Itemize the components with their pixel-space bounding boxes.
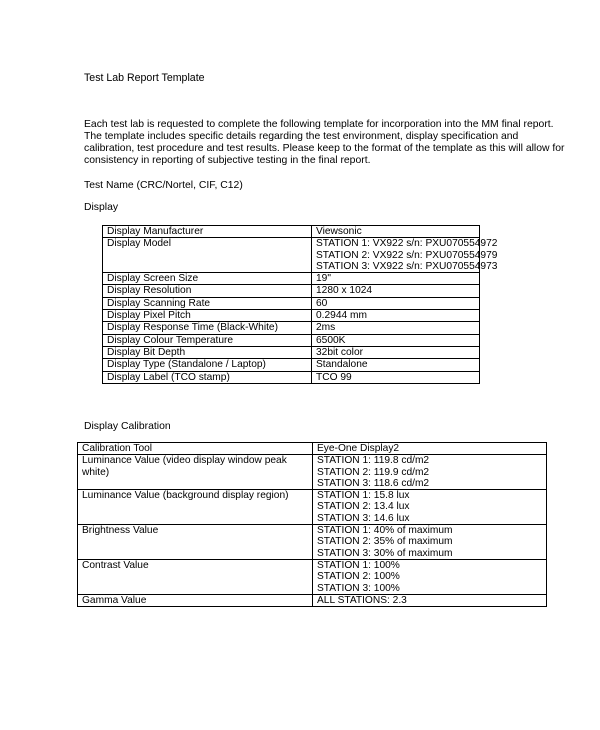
value-line: STATION 3: 30% of maximum xyxy=(317,547,453,559)
label-line: Luminance Value (background display region) xyxy=(82,490,289,502)
table-row xyxy=(103,334,480,346)
table-row xyxy=(103,359,480,371)
table-row xyxy=(78,455,547,490)
table-row xyxy=(78,490,547,525)
test-name: Test Name (CRC/Nortel, CIF, C12) xyxy=(84,180,243,191)
value-line: 1280 x 1024 xyxy=(316,285,373,297)
table-row xyxy=(78,525,547,560)
table-row xyxy=(103,285,480,297)
value-line: STATION 1: 100% xyxy=(317,559,400,571)
row-value xyxy=(313,594,547,606)
value-line: STATION 3: 14.6 lux xyxy=(317,512,410,524)
row-value xyxy=(312,285,480,297)
value-line: STATION 2: VX922 s/n: PXU070554979 xyxy=(316,249,498,261)
value-line: Eye-One Display2 xyxy=(317,443,400,454)
value-line: Standalone xyxy=(316,359,368,371)
row-label: Display Pixel Pitch xyxy=(103,310,312,322)
row-value xyxy=(312,226,480,238)
intro-paragraph xyxy=(84,119,565,167)
row-value xyxy=(312,371,480,383)
value-line: 60 xyxy=(316,297,328,309)
table-row xyxy=(103,297,480,309)
row-label: Display Resolution xyxy=(103,285,312,297)
row-value xyxy=(312,334,480,346)
table-row xyxy=(78,594,547,606)
document-title: Test Lab Report Template xyxy=(84,72,205,84)
table-row xyxy=(103,371,480,383)
value-line: STATION 2: 119.9 cd/m2 xyxy=(317,466,430,478)
row-label: Display Type (Standalone / Laptop) xyxy=(103,359,312,371)
value-line: STATION 2: 13.4 lux xyxy=(317,501,410,513)
value-line: STATION 3: 100% xyxy=(317,582,400,594)
value-line: 19" xyxy=(316,273,331,285)
label-line: Luminance Value (video display window peak xyxy=(82,455,287,467)
table-row xyxy=(78,559,547,594)
row-value xyxy=(313,559,547,594)
calibration-table xyxy=(77,442,547,607)
row-value xyxy=(312,346,480,358)
value-line: ALL STATIONS: 2.3 xyxy=(317,594,407,606)
value-line: 2ms xyxy=(316,322,336,334)
row-value xyxy=(312,310,480,322)
row-label xyxy=(78,594,313,606)
table-row xyxy=(103,346,480,358)
row-value xyxy=(313,490,547,525)
row-label: Display Manufacturer xyxy=(103,226,312,238)
row-label xyxy=(78,455,313,490)
display-heading: Display xyxy=(84,202,119,213)
row-label xyxy=(78,525,313,560)
row-value xyxy=(313,455,547,490)
value-line: STATION 3: 118.6 cd/m2 xyxy=(317,477,430,489)
table-row xyxy=(103,226,480,238)
row-label: Display Label (TCO stamp) xyxy=(103,371,312,383)
label-line: Contrast Value xyxy=(82,559,149,571)
row-label xyxy=(78,490,313,525)
row-label: Display Bit Depth xyxy=(103,346,312,358)
intro-line: calibration, test procedure and test results. Please keep to the format of the template as this will allow for xyxy=(84,143,565,154)
row-value xyxy=(313,525,547,560)
row-value xyxy=(313,443,547,455)
table-row xyxy=(103,322,480,334)
value-line: 6500K xyxy=(316,334,346,346)
row-value xyxy=(312,297,480,309)
display-table xyxy=(102,225,498,384)
row-label: Display Screen Size xyxy=(103,273,312,285)
table-row xyxy=(78,443,547,455)
intro-line: The template includes specific details regarding the test environment, display specification and xyxy=(84,131,519,142)
row-value xyxy=(312,273,480,285)
value-line: STATION 2: 100% xyxy=(317,571,400,583)
intro-line: Each test lab is requested to complete the following template for incorporation into the MM final report. xyxy=(84,119,554,130)
value-line: STATION 1: 40% of maximum xyxy=(317,525,453,537)
row-label xyxy=(78,559,313,594)
row-label xyxy=(78,443,313,455)
row-value xyxy=(312,359,480,371)
value-line: 32bit color xyxy=(316,346,364,358)
value-line: 0.2944 mm xyxy=(316,310,367,322)
row-value xyxy=(312,322,480,334)
table-row xyxy=(103,238,480,273)
table-row xyxy=(103,273,480,285)
label-line: Calibration Tool xyxy=(82,443,153,454)
row-value xyxy=(312,238,498,273)
row-label: Display Scanning Rate xyxy=(103,297,312,309)
label-line: white) xyxy=(82,466,110,478)
value-line: STATION 1: 15.8 lux xyxy=(317,490,410,502)
value-line: STATION 3: VX922 s/n: PXU070554973 xyxy=(316,260,498,272)
value-line: STATION 1: 119.8 cd/m2 xyxy=(317,455,430,467)
intro-line: consistency in reporting of subjective testing in the final report. xyxy=(84,155,371,166)
value-line: TCO 99 xyxy=(316,371,352,383)
row-label: Display Colour Temperature xyxy=(103,334,312,346)
label-line: Gamma Value xyxy=(82,594,147,606)
value-line: STATION 1: VX922 s/n: PXU070554972 xyxy=(316,238,498,250)
value-line: Viewsonic xyxy=(316,226,362,237)
row-label: Display Model xyxy=(103,238,312,273)
table-row xyxy=(103,310,480,322)
calibration-heading: Display Calibration xyxy=(84,421,171,432)
row-label: Display Response Time (Black-White) xyxy=(103,322,312,334)
label-line: Brightness Value xyxy=(82,525,159,537)
value-line: STATION 2: 35% of maximum xyxy=(317,536,453,548)
